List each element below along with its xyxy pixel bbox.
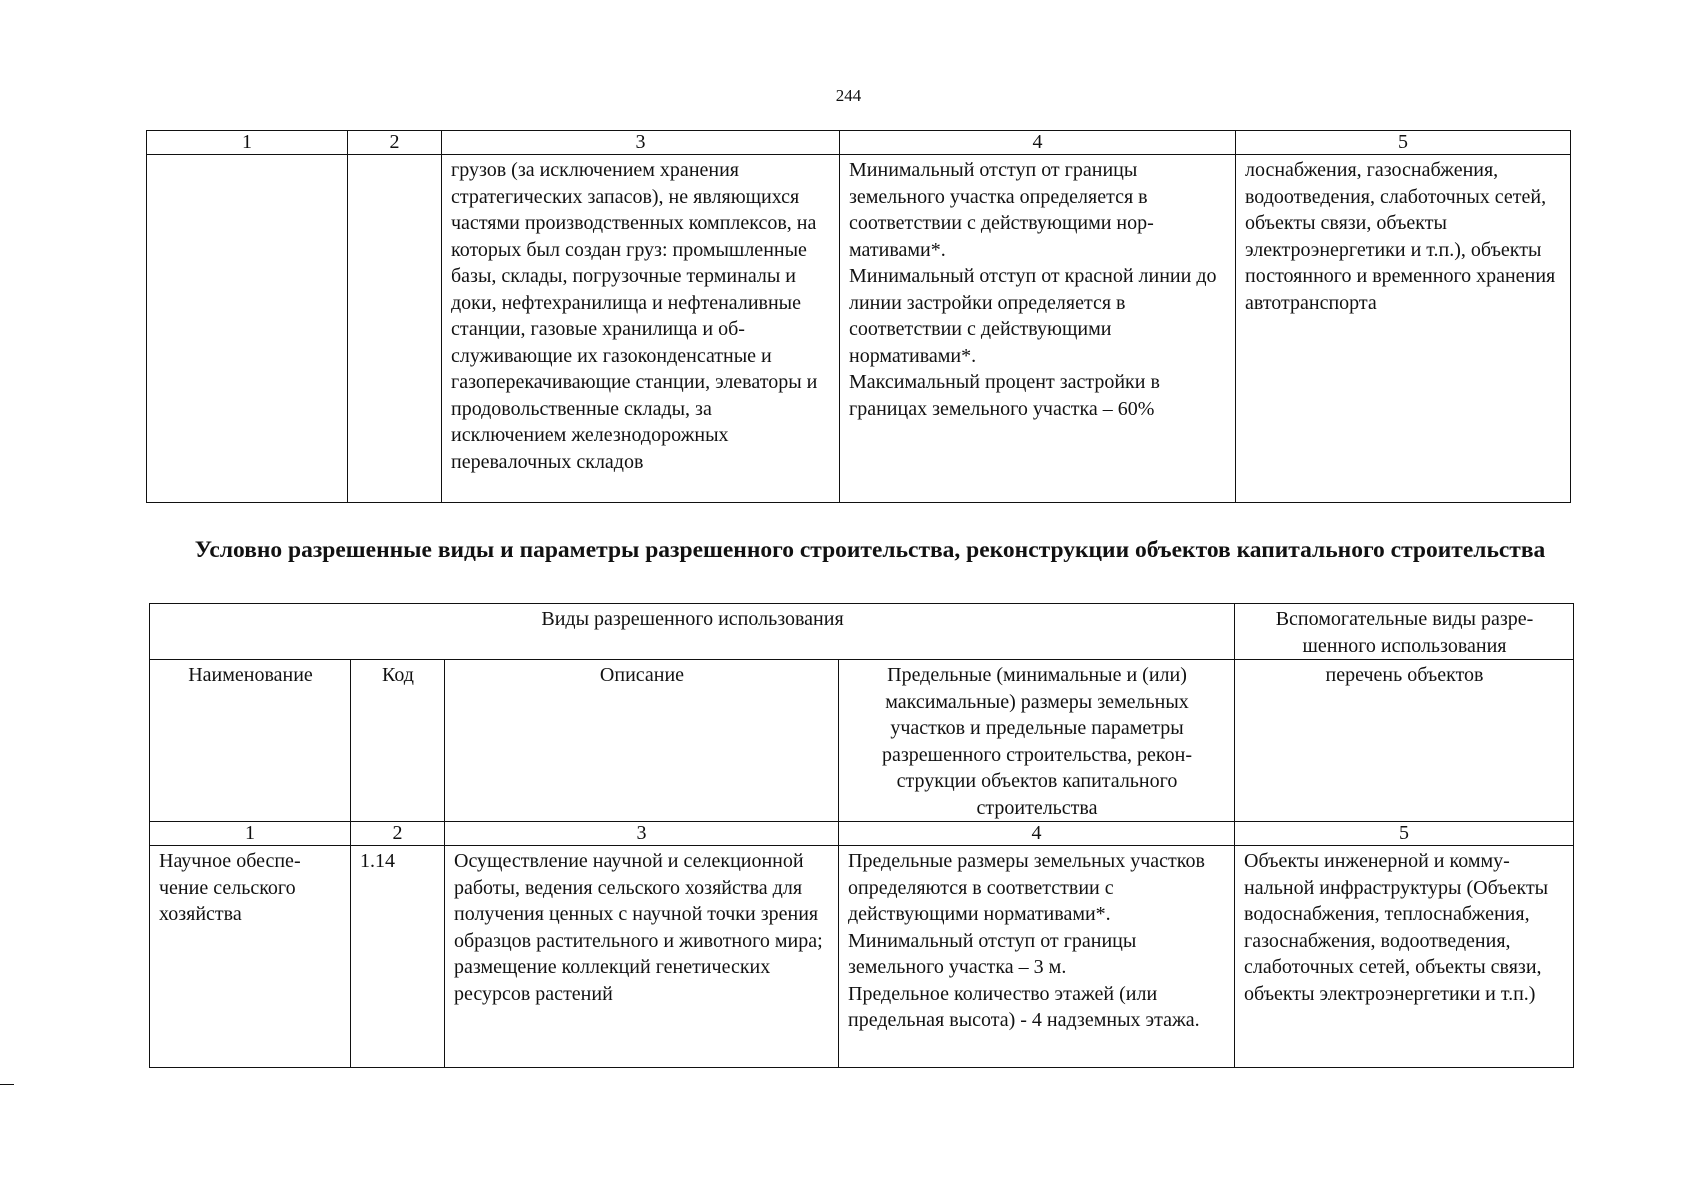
bottom-table	[149, 603, 1574, 1068]
top-col-number: 2	[348, 131, 442, 155]
top-row-name	[147, 155, 348, 503]
top-row-code	[348, 155, 442, 503]
top-table-number-row	[147, 131, 1571, 155]
col-header-parameters: Предельные (минимальные и (или) максимальные) размеры земельных участков и предельные параметры разрешенного строительства, реконструкции объектов капитального строительства	[839, 660, 1235, 822]
margin-mark	[0, 1084, 14, 1085]
top-row-parameters: Минимальный отступ от границы земельного участка определяется в соответствии с действующими нормативами*. Минимальный отступ от красной линии до линии застройки определяется в соответствии с действующими нормативами*. Максимальный процент застройки в границах земельного участка – 60%	[840, 155, 1236, 503]
row-code: 1.14	[351, 846, 445, 1068]
top-table-row	[147, 155, 1571, 503]
bottom-col-number: 1	[150, 822, 351, 846]
col-header-description: Описание	[445, 660, 839, 822]
group-header-row	[150, 604, 1574, 660]
bottom-col-number: 3	[445, 822, 839, 846]
top-col-number: 1	[147, 131, 348, 155]
bottom-number-row	[150, 822, 1574, 846]
row-parameters: Предельные размеры земельных участков определяются в соответствии с действующими нормативами*. Минимальный отступ от границы земельного участка – 3 м. Предельное количество этажей (или предельная высота) - 4 надземных этажа.	[839, 846, 1235, 1068]
group-header-aux: Вспомогательные виды разрешенного использования	[1235, 604, 1574, 660]
top-col-number: 5	[1236, 131, 1571, 155]
top-table	[146, 130, 1571, 503]
top-row-description: грузов (за исключением хранения стратегических запасов), не являющихся частями производственных комплексов, на которых был создан груз: промышленные базы, склады, погрузочные терминалы и доки, нефтехранилища и нефтеналивные станции, газовые хранилища и обслуживающие их газоконденсатные и газоперекачивающие станции, элеваторы и продовольственные склады, за исключением железнодорожных перевалочных складов	[442, 155, 840, 503]
bottom-col-number: 5	[1235, 822, 1574, 846]
col-header-aux-list: перечень объектов	[1235, 660, 1574, 822]
bottom-col-number: 2	[351, 822, 445, 846]
col-header-name: Наименование	[150, 660, 351, 822]
group-header-main: Виды разрешенного использования	[150, 604, 1235, 660]
top-col-number: 3	[442, 131, 840, 155]
column-header-row	[150, 660, 1574, 822]
bottom-col-number: 4	[839, 822, 1235, 846]
page-number: 244	[835, 86, 862, 105]
row-auxiliary: Объекты инженерной и коммунальной инфраструктуры (Объекты водоснабжения, теплоснабжения, газоснабжения, водоотведения, слаботочных сетей, объекты связи, объекты электроэнергетики и т.п.)	[1235, 846, 1574, 1068]
bottom-table-row	[150, 846, 1574, 1068]
top-row-auxiliary: лоснабжения, газоснабжения, водоотведения, слаботочных сетей, объекты связи, объекты электроэнергетики и т.п.), объекты постоянного и временного хранения автотранспорта	[1236, 155, 1571, 503]
section-title: Условно разрешенные виды и параметры разрешенного строительства, реконструкции объектов капитального строительства	[194, 537, 1546, 563]
row-description: Осуществление научной и селекционной работы, ведения сельского хозяйства для получения ценных с научной точки зрения образцов растительного и животного мира; размещение коллекций генетических ресурсов растений	[445, 846, 839, 1068]
top-col-number: 4	[840, 131, 1236, 155]
col-header-code: Код	[351, 660, 445, 822]
row-name: Научное обеспечение сельского хозяйства	[150, 846, 351, 1068]
